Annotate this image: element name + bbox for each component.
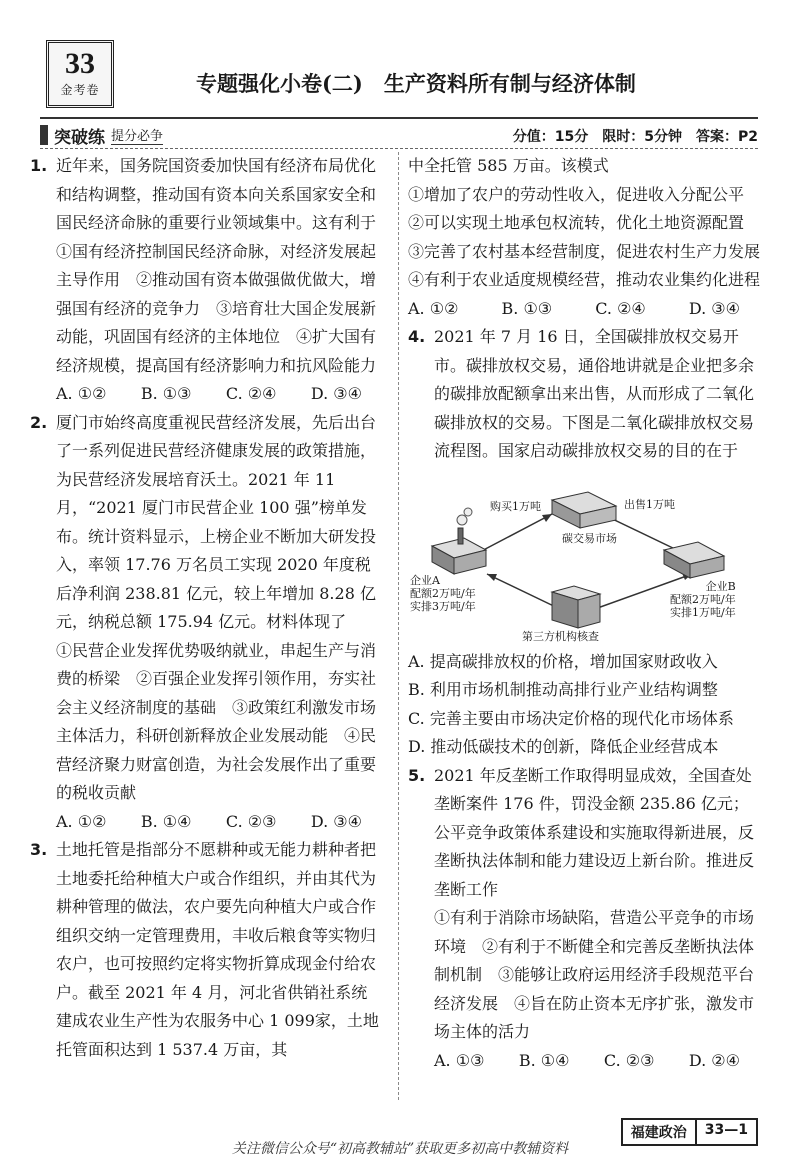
question-choices: ①国有经济控制国民经济命脉，对经济发展起主导作用 ②推动国有资本做强做优做大，增强国有经济的竞争力 ③培育壮大国企发展新动能，巩固国有经济的主体地位 ④扩大国有经济规模，提高国有经济影响力和抗风险能力: [56, 241, 377, 375]
inspector-label: 第三方机构核查: [522, 629, 599, 643]
question-stem: 土地托管是指部分不愿耕种或无能力耕种者把土地委托给种植大户或合作组织，并由其代为耕种管理的做法，农户要先向种植大户或合作组织交纳一定管理费用，丰收后粮食等实物归农户，也可按照约定将实物折算成现金付给农户。截至 2021 年 4 月，河北省供销社系统建成农业生产性为农服务中心 1 099家，土地托管面积达到 1 537.4 万亩，其: [56, 840, 379, 1059]
section-rule: [40, 148, 758, 149]
question-number: 4.: [408, 327, 426, 346]
option-b[interactable]: B. ①④: [140, 811, 192, 831]
page-title: 专题强化小卷(二) 生产资料所有制与经济体制: [196, 71, 636, 96]
factory-b-icon: [664, 542, 724, 578]
option-b[interactable]: B. ①③: [140, 384, 192, 403]
question-2: [30, 409, 382, 837]
section-name: 突破练: [54, 127, 105, 148]
option-b[interactable]: B. 利用市场机制推动高排行业产业结构调整: [408, 680, 718, 699]
answer-options: [434, 1047, 760, 1076]
buy-label: 购买1万吨: [490, 499, 541, 513]
column-divider: [398, 152, 399, 1100]
answer-options: [408, 295, 760, 324]
answer-options: [56, 808, 382, 837]
option-a[interactable]: A. ①②: [56, 384, 107, 403]
option-d[interactable]: D. ②④: [688, 1050, 740, 1070]
question-choices: ①民营企业发挥优势吸纳就业，串起生产与消费的桥梁 ②百强企业发挥引领作用，夯实社会主义经济制度的基础 ③政策红利激发市场主体活力，科研创新释放企业发展动能 ④民营经济聚力财富创造，为社会发展作出了重要的税收贡献: [56, 640, 377, 802]
option-a[interactable]: A. ①②: [56, 811, 107, 831]
question-choices: ①增加了农户的劳动性收入，促进收入分配公平 ②可以实现土地承包权流转，优化土地资源配置 ③完善了农村基本经营制度，促进农村生产力发展 ④有利于农业适度规模经营，推动农业集约化进程: [408, 184, 777, 289]
answer-options-q4: [408, 648, 760, 762]
answer-options: [56, 380, 382, 409]
option-a[interactable]: A. ①③: [434, 1050, 485, 1070]
question-4: [408, 323, 760, 466]
question-5: [408, 762, 760, 1076]
question-choices: ①有利于消除市场缺陷，营造公平竞争的市场环境 ②有利于不断健全和完善反垄断执法体制机制 ③能够让政府运用经济手段规范平台经济发展 ④旨在防止资本无序扩张，激发市场主体的活力: [434, 908, 755, 1041]
option-c[interactable]: C. ②④: [225, 384, 277, 403]
logo-subtitle: 金考卷: [60, 83, 100, 97]
company-b-label: 企业B 配额2万吨/年 实排1万吨/年: [670, 579, 736, 619]
footer-note: 关注微信公众号“初高教辅站”获取更多初高中教辅资料: [231, 1141, 569, 1157]
market-building-icon: [552, 492, 616, 528]
option-d[interactable]: D. ③④: [310, 811, 362, 831]
option-d[interactable]: D. 推动低碳技术的创新，降低企业经营成本: [408, 737, 719, 756]
section-tag: 提分必争: [111, 125, 163, 145]
company-a-label: 企业A 配额2万吨/年 实排3万吨/年: [410, 573, 476, 613]
arrowhead-icon: [487, 574, 497, 581]
question-3: [30, 836, 382, 1064]
option-c[interactable]: C. ②④: [595, 298, 646, 318]
option-d[interactable]: D. ③④: [310, 384, 362, 403]
question-stem: 厦门市始终高度重视民营经济发展，先后出台了一系列促进民营经济健康发展的政策措施，为民营经济发展培育沃土。2021 年 11 月，“2021 厦门市民营企业 100 强”榜单发布。统计资料显示，上榜企业不断加大研发投入，率领 17.76 万名员工实现 2020 年度税后净利润 238.81 亿元，较上年增加 8.28 亿元，纳税总额 175.94 亿元。材料体现了: [56, 412, 377, 631]
option-c[interactable]: C. 完善主要由市场决定价格的现代化市场体系: [408, 708, 734, 728]
option-a[interactable]: A. 提高碳排放权的价格，增加国家财政收入: [408, 651, 718, 671]
carbon-trading-diagram: [402, 470, 752, 646]
question-stem: 2021 年 7 月 16 日，全国碳排放权交易开市。碳排放权交易，通俗地讲就是企业把多余的碳排放配额拿出来出售，从而形成了二氧化碳排放权的交易。下图是二氧化碳排放权交易流程图。国家启动碳排放权交易的目的在于: [434, 327, 755, 460]
left-column: [30, 152, 382, 1064]
subject-label: 福建政治: [630, 1125, 687, 1141]
section-bar: [40, 125, 48, 145]
option-a[interactable]: A. ①②: [408, 298, 459, 318]
question-number: 2.: [30, 412, 48, 432]
market-label: 碳交易市场: [562, 531, 617, 545]
brand-logo: [46, 40, 114, 108]
page-number: 33—1: [695, 1120, 756, 1144]
inspector-building-icon: [552, 586, 600, 628]
section-header: [40, 124, 163, 146]
option-b[interactable]: B. ①③: [501, 298, 553, 318]
option-c[interactable]: C. ②③: [225, 811, 277, 831]
question-stem-continued: 中全托管 585 万亩。该模式: [408, 156, 609, 175]
question-1: [30, 152, 382, 409]
header-rule: [40, 117, 758, 119]
option-b[interactable]: B. ①④: [518, 1050, 570, 1070]
option-d[interactable]: D. ③④: [688, 298, 740, 318]
question-number: 1.: [30, 156, 48, 175]
question-3-continued: [408, 152, 777, 323]
right-column: [408, 152, 777, 1075]
sell-label: 出售1万吨: [624, 497, 675, 511]
question-stem: 近年来，国务院国资委加快国有经济布局优化和结构调整，推动国有资本向关系国家安全和国民经济命脉的重要行业领域集中。这有利于: [56, 156, 377, 232]
carbon-trading-svg: [402, 470, 752, 646]
question-number: 3.: [30, 840, 48, 859]
factory-a-icon: [432, 508, 486, 574]
score-time-answer: 分值：15分 限时：5分钟 答案：P2: [512, 129, 758, 145]
question-number: 5.: [408, 765, 426, 785]
option-c[interactable]: C. ②③: [603, 1050, 655, 1070]
logo-number: 33: [65, 47, 95, 80]
question-stem: 2021 年反垄断工作取得明显成效，全国查处垄断案件 176 件，罚没金额 235.86 亿元；公平竞争政策体系建设和实施取得新进展，反垄断执法体制和能力建设迈上新台阶。推进反垄断工作: [434, 765, 755, 899]
